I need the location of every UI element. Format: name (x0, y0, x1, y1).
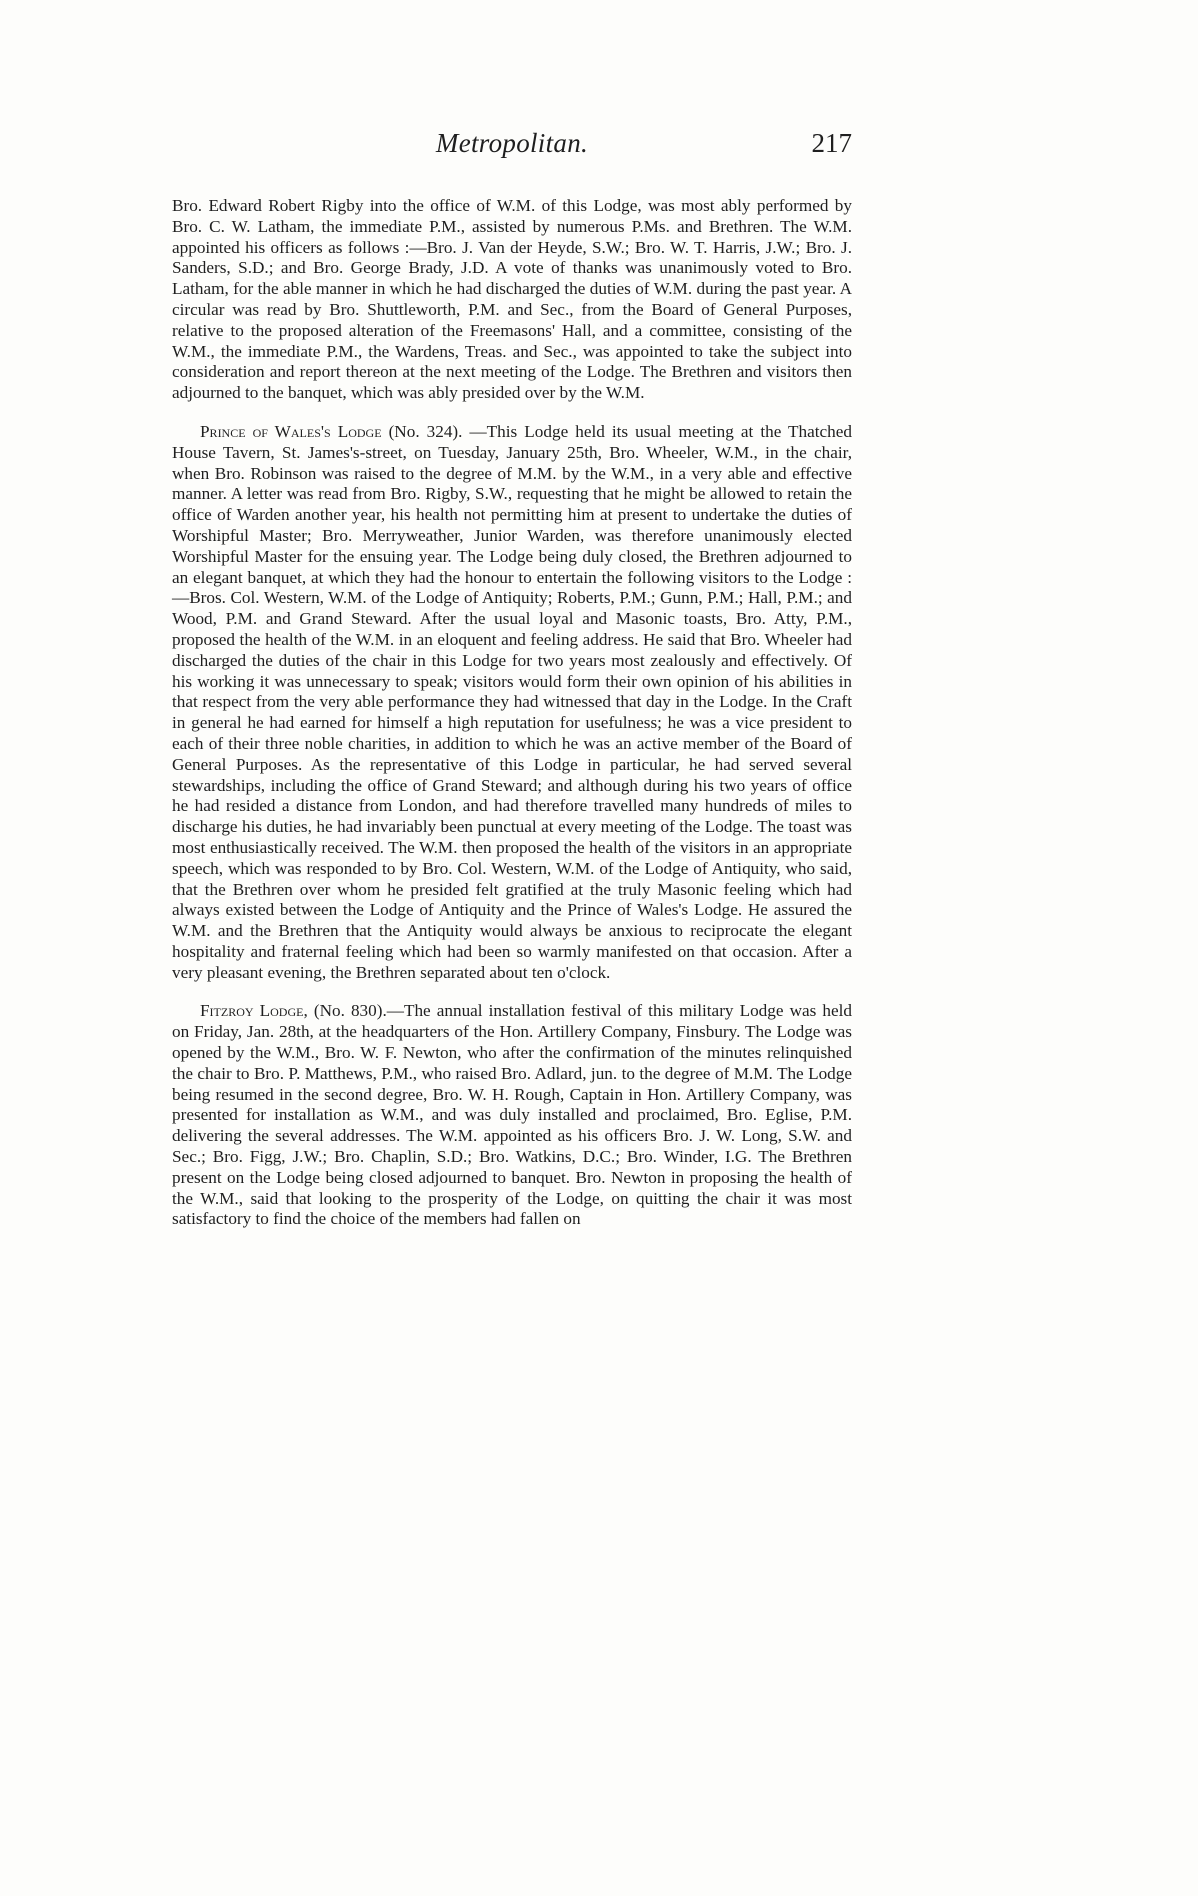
paragraph-text: , (No. 830).—The annual installation festival of this military Lodge was held on Friday, Jan. 28th, at the headquarters of the Hon. Artillery Company, Finsbury. The Lodge was opened by the W.M., Bro. W. F. Newton, who after the confirmation of the minutes relinquished the chair to Bro. P. Matthews, P.M., who raised Bro. Adlard, jun. to the degree of M.M. The Lodge being resumed in the second degree, Bro. W. H. Rough, Captain in Hon. Artillery Company, was presented for installation as W.M., and was duly installed and proclaimed, Bro. Eglise, P.M. delivering the several addresses. The W.M. appointed as his officers Bro. J. W. Long, S.W. and Sec.; Bro. Figg, J.W.; Bro. Chaplin, S.D.; Bro. Watkins, D.C.; Bro. Winder, I.G. The Brethren present on the Lodge being closed adjourned to banquet. Bro. Newton in proposing the health of the W.M., said that looking to the prosperity of the Lodge, on quitting the chair it was most satisfactory to find the choice of the members had fallen on (172, 1001, 852, 1229)
paragraph-text: (No. 324). —This Lodge held its usual meeting at the Thatched House Tavern, St. James's-street, on Tuesday, January 25th, Bro. Wheeler, W.M., in the chair, when Bro. Robinson was raised to the degree of M.M. by the W.M., in a very able and effective manner. A letter was read from Bro. Rigby, S.W., requesting that he might be allowed to retain the office of Warden another year, his health not permitting him at present to undertake the duties of Worshipful Master; Bro. Merryweather, Junior Warden, was therefore unanimously elected Worshipful Master for the ensuing year. The Lodge being duly closed, the Brethren adjourned to an elegant banquet, at which they had the honour to entertain the following visitors to the Lodge :—Bros. Col. Western, W.M. of the Lodge of Antiquity; Roberts, P.M.; Gunn, P.M.; Hall, P.M.; and Wood, P.M. and Grand Steward. After the usual loyal and Masonic toasts, Bro. Atty, P.M., proposed the health of the W.M. in an eloquent and feeling address. He said that Bro. Wheeler had discharged the duties of the chair in this Lodge for two years most zealously and effectively. Of his working it was unnecessary to speak; visitors would form their own opinion of his abilities in that respect from the very able performance they had witnessed that day in the Lodge. In the Craft in general he had earned for himself a high reputation for usefulness; he was a vice president to each of their three noble charities, in addition to which he was an active member of the Board of General Purposes. As the representative of this Lodge in particular, he had served several stewardships, including the office of Grand Steward; and although during his two years of office he had resided a distance from London, and had therefore travelled many hundreds of miles to discharge his duties, he had invariably been punctual at every meeting of the Lodge. The toast was most enthusiastically received. The W.M. then proposed the health of the visitors in an appropriate speech, which was responded to by Bro. Col. Western, W.M. of the Lodge of Antiquity, who said, that the Brethren over whom he presided felt gratified at the truly Masonic feeling which had always existed between the Lodge of Antiquity and the Prince of Wales's Lodge. He assured the W.M. and the Brethren that the Antiquity would always be anxious to reciprocate the elegant hospitality and fraternal feeling which had been so warmly manifested on that occasion. After a very pleasant evening, the Brethren separated about ten o'clock. (172, 421, 852, 982)
page-number: 217 (811, 128, 852, 158)
paragraph-fitzroy-lodge (172, 1001, 852, 1230)
paragraph-prince-of-wales-lodge (172, 422, 852, 984)
lodge-name-heading: Fitzroy Lodge (200, 1001, 304, 1021)
running-title: Metropolitan. (435, 128, 589, 158)
article-body (172, 196, 852, 1230)
paragraph-rigby-installation (172, 196, 852, 404)
page-header (172, 128, 852, 168)
paragraph-text: Bro. Edward Robert Rigby into the office of W.M. of this Lodge, was most ably performed by Bro. C. W. Latham, the immediate P.M., assisted by numerous P.Ms. and Brethren. The W.M. appointed his officers as follows :—Bro. J. Van der Heyde, S.W.; Bro. W. T. Harris, J.W.; Bro. J. Sanders, S.D.; and Bro. George Brady, J.D. A vote of thanks was unanimously voted to Bro. Latham, for the able manner in which he had discharged the duties of W.M. during the past year. A circular was read by Bro. Shuttleworth, P.M. and Sec., from the Board of General Purposes, relative to the proposed alteration of the Freemasons' Hall, and a committee, consisting of the W.M., the immediate P.M., the Wardens, Treas. and Sec., was appointed to take the subject into consideration and report thereon at the next meeting of the Lodge. The Brethren and visitors then adjourned to the banquet, which was ably presided over by the W.M. (172, 196, 852, 403)
lodge-name-heading: Prince of Wales's Lodge (200, 421, 382, 441)
